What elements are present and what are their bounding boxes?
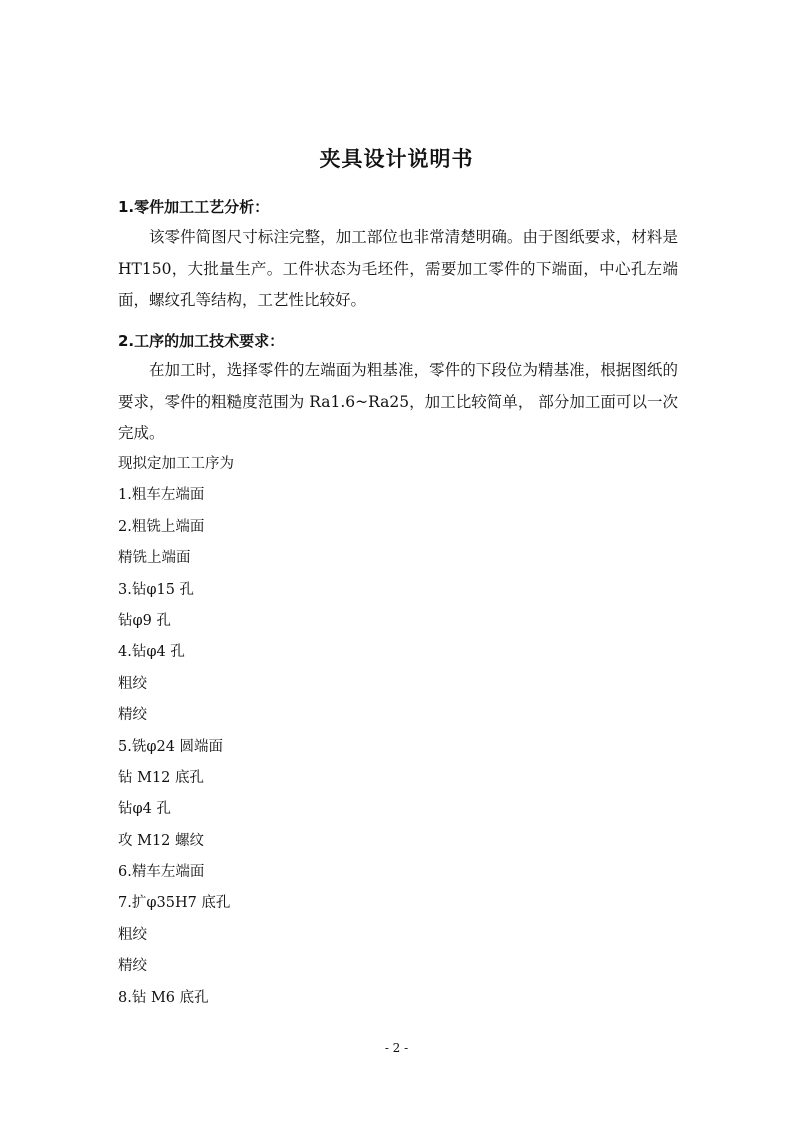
- process-line: 7.扩φ35H7 底孔: [118, 895, 231, 912]
- process-line: 精铣上端面: [118, 550, 191, 567]
- section-1-heading: 1.零件加工工艺分析：: [118, 198, 270, 216]
- process-line: 精绞: [118, 958, 147, 975]
- process-line: 6.精车左端面: [118, 864, 205, 881]
- section-1-paragraph: 该零件简图尺寸标注完整，加工部位也非常清楚明确。由于图纸要求，材料是 HT150，大批量生产。工件状态为毛坯件，需要加工零件的下端面，中心孔左端面，螺纹孔等结构，工艺性比较好。: [118, 228, 678, 309]
- process-line: 5.铣φ24 圆端面: [118, 738, 224, 755]
- page-number: - 2 -: [384, 1041, 409, 1055]
- process-line: 粗绞: [118, 675, 147, 692]
- process-line: 3.钻φ15 孔: [118, 581, 195, 598]
- process-list: [118, 449, 234, 1014]
- process-line: 精绞: [118, 707, 147, 724]
- process-line: 粗绞: [118, 926, 147, 943]
- process-line: 2.粗铣上端面: [118, 518, 205, 535]
- process-line: 现拟定加工工序为: [118, 456, 234, 472]
- document-title: 夹具设计说明书: [319, 147, 474, 171]
- process-line: 钻φ4 孔: [118, 801, 171, 818]
- process-line: 1.粗车左端面: [118, 487, 205, 504]
- section-2-heading: 2.工序的加工技术要求：: [118, 332, 285, 350]
- process-line: 钻 M12 底孔: [118, 769, 205, 786]
- process-line: 4.钻φ4 孔: [118, 644, 185, 661]
- process-line: 攻 M12 螺纹: [118, 832, 205, 849]
- process-line: 钻φ9 孔: [118, 612, 171, 629]
- process-line: 8.钻 M6 底孔: [118, 989, 209, 1006]
- section-2-paragraph: 在加工时，选择零件的左端面为粗基准，零件的下段位为精基准，根据图纸的要求，零件的粗糙度范围为 Ra1.6~Ra25，加工比较简单， 部分加工面可以一次完成。: [118, 361, 678, 442]
